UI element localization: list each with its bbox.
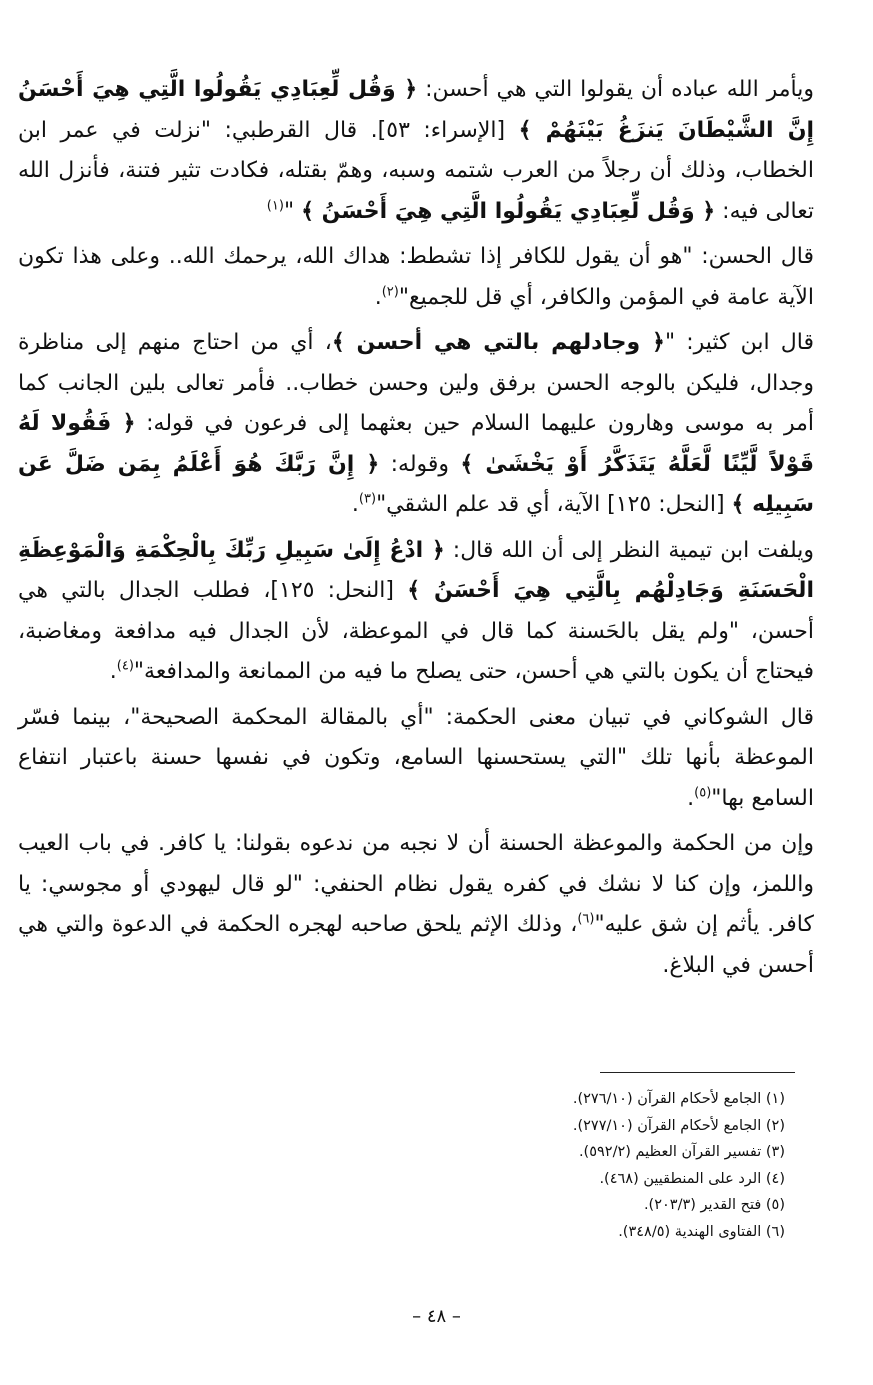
page-number: – ٤٨ –: [412, 1306, 461, 1327]
footnote: (١) الجامع لأحكام القرآن (٢٧٦/١٠).: [572, 1091, 785, 1107]
paragraph: [18, 531, 814, 693]
quran-quote: ﴿ ادْعُ إِلَىٰ سَبِيلِ رَبِّكَ بِالْحِكْمَةِ وَالْمَوْعِظَةِ الْحَسَنَةِ وَجَادِلْهُم بِالَّتِي هِيَ أَحْسَنُ ﴾: [18, 537, 814, 603]
quran-quote: ﴿ وجادلهم بالتي هي أحسن ﴾: [331, 330, 665, 355]
text-run: قال ابن كثير: ": [664, 330, 815, 355]
paragraph: [18, 824, 814, 986]
text-run: قال الشوكاني في تبيان معنى الحكمة: "أي بالمقالة المحكمة الصحيحة"، بينما فسّر الموعظة بأنها تلك "التي يستحسنها السامع، وتكون في نفسها حسنة باعتبار انتفاع السامع بها": [18, 704, 814, 811]
paragraph: [18, 70, 814, 232]
footnote: (٢) الجامع لأحكام القرآن (٢٧٧/١٠).: [572, 1117, 785, 1134]
text-run: قال الحسن: "هو أن يقول للكافر إذا تشطط: هداك الله، يرحمك الله.. وعلى هذا تكون الآية عامة في المؤمن والكافر، أي قل للجميع": [18, 244, 814, 310]
page-body: [18, 70, 814, 986]
text-run: .: [351, 492, 359, 517]
footnote-ref: (٥): [694, 785, 712, 801]
footnotes: [400, 1086, 785, 1246]
text-run: ": [283, 198, 302, 224]
quran-quote: ﴿ وَقُل لِّعِبَادِي يَقُولُوا الَّتِي هِيَ أَحْسَنُ ﴾: [301, 198, 716, 224]
text-run: .: [109, 659, 117, 684]
quran-quote: ﴿ إِنَّ رَبَّكَ هُوَ أَعْلَمُ بِمَن ضَلَّ عَن سَبِيلِه ﴾: [18, 451, 814, 517]
footnote-ref: (١): [266, 198, 284, 214]
footnote-ref: (٦): [577, 911, 595, 927]
footnote: (٦) الفتاوى الهندية (٣٤٨/٥).: [618, 1223, 785, 1240]
text-run: ، أي من احتاج منهم إلى مناظرة وجدال، فليكن بالوجه الحسن برفق ولين وحسن خطاب.. فأمر تعالى بلين الجانب كما أمر به موسى وهارون عليهما السلام حين بعثهما إلى فرعون في قوله:: [18, 330, 815, 436]
footnote: (٥) فتح القدير (٢٠٣/٣).: [643, 1197, 785, 1214]
text-run: .: [374, 284, 382, 310]
text-run: [الإسراء: ٥٣]. قال القرطبي: "نزلت في عمر ابن الخطاب، وذلك أن رجلاً من العرب شتمه وسبه، وهمّ بقتله، فكادت تثير فتنة، فأنزل الله تعالى فيه:: [18, 117, 814, 224]
quran-quote: ﴿ فَقُولا لَهُ قَوْلاً لَّيِّنًا لَّعَلَّهُ يَتَذَكَّرُ أَوْ يَخْشَىٰ ﴾: [18, 411, 814, 477]
text-run: وقوله:: [379, 451, 461, 477]
text-run: ويأمر الله عباده أن يقولوا التي هي أحسن:: [417, 77, 814, 102]
text-run: ، وذلك الإثم يلحق صاحبه لهجره الحكمة في الدعوة والتي هي أحسن في البلاغ.: [18, 912, 814, 978]
footnote: (٣) تفسير القرآن العظيم (٥٩٢/٢).: [578, 1144, 785, 1161]
footnote-ref: (٤): [116, 658, 134, 674]
paragraph: [18, 698, 814, 820]
paragraph: [18, 323, 814, 526]
text-run: ويلفت ابن تيمية النظر إلى أن الله قال:: [444, 537, 814, 563]
text-run: .: [687, 785, 695, 811]
footnote: (٤) الرد على المنطقيين (٤٦٨).: [599, 1170, 785, 1187]
text-run: وإن من الحكمة والموعظة الحسنة أن لا نجبه من ندعوه بقولنا: يا كافر. في باب العيب واللمز، وإن كنا لا نشك في كفره يقول نظام الحنفي: "لو قال ليهودي أو مجوسي: يا كافر. يأثم إن شق عليه": [18, 831, 814, 937]
text-run: [النحل: ١٢٥]، فطلب الجدال بالتي هي أحسن، "ولم يقل بالحَسنة كما قال في الموعظة، لأن الجدال فيه مدافعة ومغاضبة، فيحتاج أن يكون بالتي هي أحسن، حتى يصلح ما فيه من الممانعة والمدافعة": [18, 578, 814, 684]
text-run: [النحل: ١٢٥] الآية، أي قد علم الشقي": [376, 492, 732, 517]
paragraph: [18, 237, 814, 318]
footnote-ref: (٣): [358, 491, 377, 507]
quran-quote: ﴿ وَقُل لِّعِبَادِي يَقُولُوا الَّتِي هِيَ أَحْسَنُ إِنَّ الشَّيْطَانَ يَنزَغُ بَيْنَهُمْ ﴾: [18, 77, 815, 143]
footnote-ref: (٢): [381, 284, 399, 300]
footnote-divider: [600, 1072, 795, 1073]
